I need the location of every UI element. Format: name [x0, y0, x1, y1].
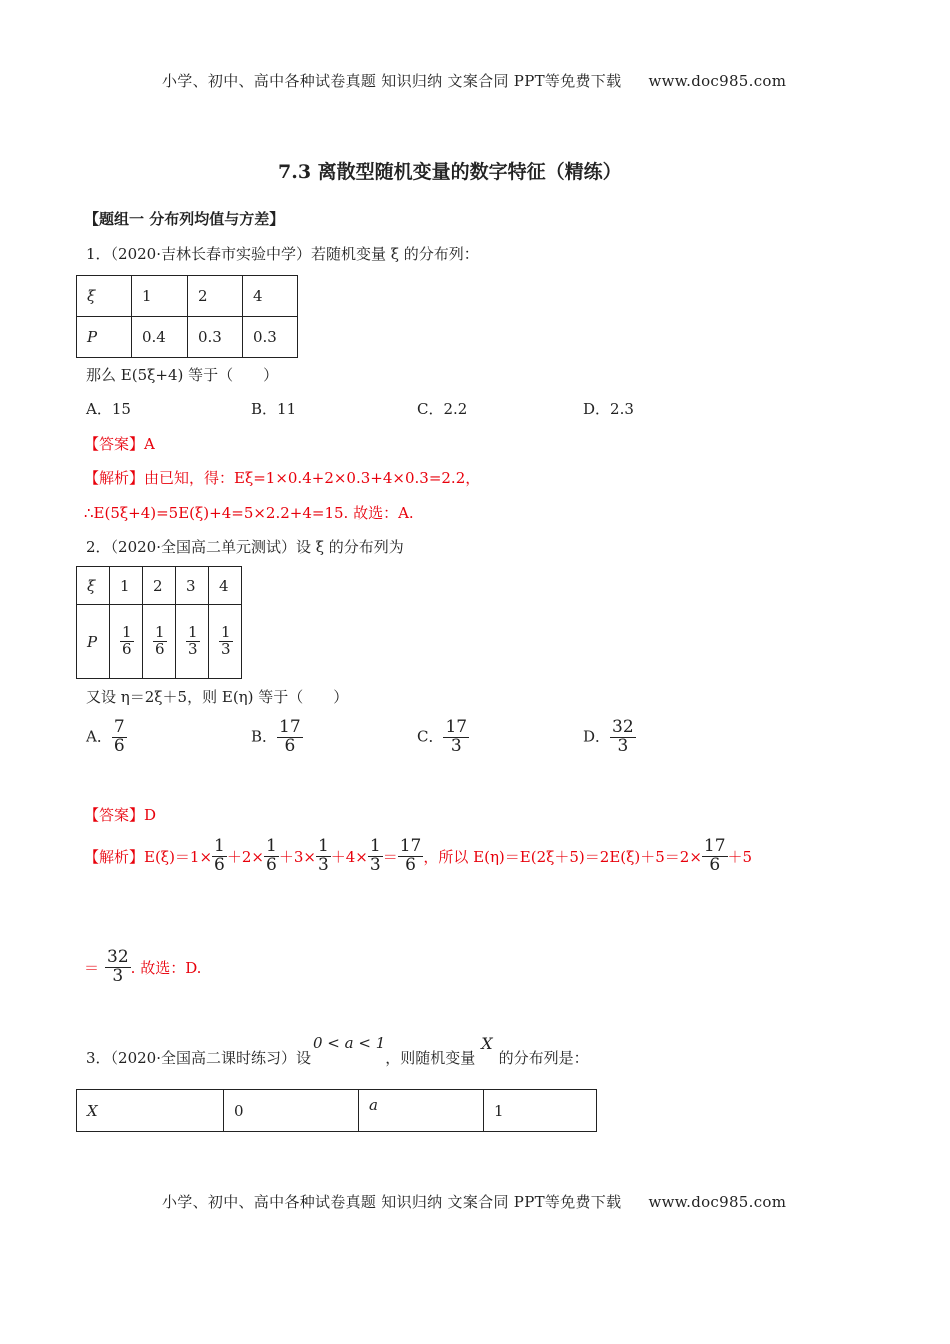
q2-cell: 1 — [110, 567, 143, 605]
header-site[interactable]: www.doc985.com — [648, 72, 787, 90]
q2-analysis-line1: 【解析】E(ξ)＝1× $\frac{1}{6}$ ＋2× $\frac{1}{6}$ ＋3× $\frac{1}{3}$ ＋4× $\frac{1}{3}$ ＝ $\frac{17}{6}$ ，所以 E(η)＝E(2ξ＋5)＝2E(ξ)＋5＝2× $\frac{17}{6}$ ＋5 — [84, 836, 753, 875]
q2-cell: P — [77, 605, 110, 679]
q3-cell: a — [359, 1090, 484, 1132]
q2-cell: ξ — [77, 567, 110, 605]
q1-analysis-2: ∴E(5ξ+4)=5E(ξ)+4=5×2.2+4=15. 故选：A. — [84, 504, 414, 522]
q2-analysis-line2: ＝ $\frac{32}{3}$ . 故选：D. — [84, 947, 202, 986]
q3-condition: 0 < a < 1 — [313, 1034, 386, 1052]
q2-stem: 2．（2020·全国高二单元测试）设 ξ 的分布列为 — [86, 538, 404, 556]
q3-cell: 1 — [484, 1090, 597, 1132]
q3-table — [76, 1089, 597, 1132]
q2-cell: $\frac{1}{3}$ — [209, 605, 242, 679]
q2-option-a: A． $\frac{7}{6}$ — [86, 717, 125, 756]
q3-cell: 0 — [224, 1090, 359, 1132]
q1-cell: 2 — [188, 276, 243, 317]
q1-analysis-1: 【解析】由已知，得：Eξ=1×0.4+2×0.3+4×0.3=2.2， — [84, 469, 481, 487]
q2-option-d: D． $\frac{32}{3}$ — [583, 717, 634, 756]
q1-cell: 1 — [132, 276, 188, 317]
q1-cell: 0.3 — [188, 317, 243, 358]
group-heading: 【题组一 分布列均值与方差】 — [84, 210, 285, 228]
q1-option-c: C．2.2 — [417, 400, 468, 418]
q2-answer: 【答案】D — [84, 806, 157, 824]
page-title: 7.3 离散型随机变量的数字特征（精练） — [278, 161, 622, 183]
q2-cell: $\frac{1}{6}$ — [110, 605, 143, 679]
q1-option-d: D．2.3 — [583, 400, 634, 418]
q2-option-c: C． $\frac{17}{3}$ — [417, 717, 468, 756]
q3-cell: X — [77, 1090, 224, 1132]
q2-option-b: B． $\frac{17}{6}$ — [251, 717, 301, 756]
q2-cell: 4 — [209, 567, 242, 605]
q2-cell: $\frac{1}{6}$ — [143, 605, 176, 679]
q1-option-a: A．15 — [86, 400, 131, 418]
q2-ask: 又设 η＝2ξ＋5，则 E(η) 等于（ ） — [86, 688, 349, 706]
q1-cell: 4 — [243, 276, 298, 317]
q2-cell: 2 — [143, 567, 176, 605]
q2-cell: $\frac{1}{3}$ — [176, 605, 209, 679]
footer-site[interactable]: www.doc985.com — [648, 1193, 787, 1211]
q3-variable: X — [481, 1034, 493, 1053]
page-header: 小学、初中、高中各种试卷真题 知识归纳 文案合同 PPT等免费下载 www.doc985.com — [162, 72, 787, 90]
q1-cell: ξ — [77, 276, 132, 317]
q1-option-b: B．11 — [251, 400, 297, 418]
q2-table — [76, 566, 242, 679]
page-footer: 小学、初中、高中各种试卷真题 知识归纳 文案合同 PPT等免费下载 www.doc985.com — [162, 1193, 787, 1211]
q1-stem: 1．（2020·吉林长春市实验中学）若随机变量 ξ 的分布列： — [86, 245, 479, 263]
q1-cell: 0.3 — [243, 317, 298, 358]
q1-answer: 【答案】A — [84, 435, 155, 453]
q3-stem: 3．（2020·全国高二课时练习）设 0 < a < 1 ，则随机变量 X 的分布列是： — [86, 1034, 589, 1067]
q1-cell: P — [77, 317, 132, 358]
q1-cell: 0.4 — [132, 317, 188, 358]
q1-table — [76, 275, 298, 358]
q2-cell: 3 — [176, 567, 209, 605]
q1-ask: 那么 E(5ξ+4) 等于（ ） — [86, 366, 279, 384]
